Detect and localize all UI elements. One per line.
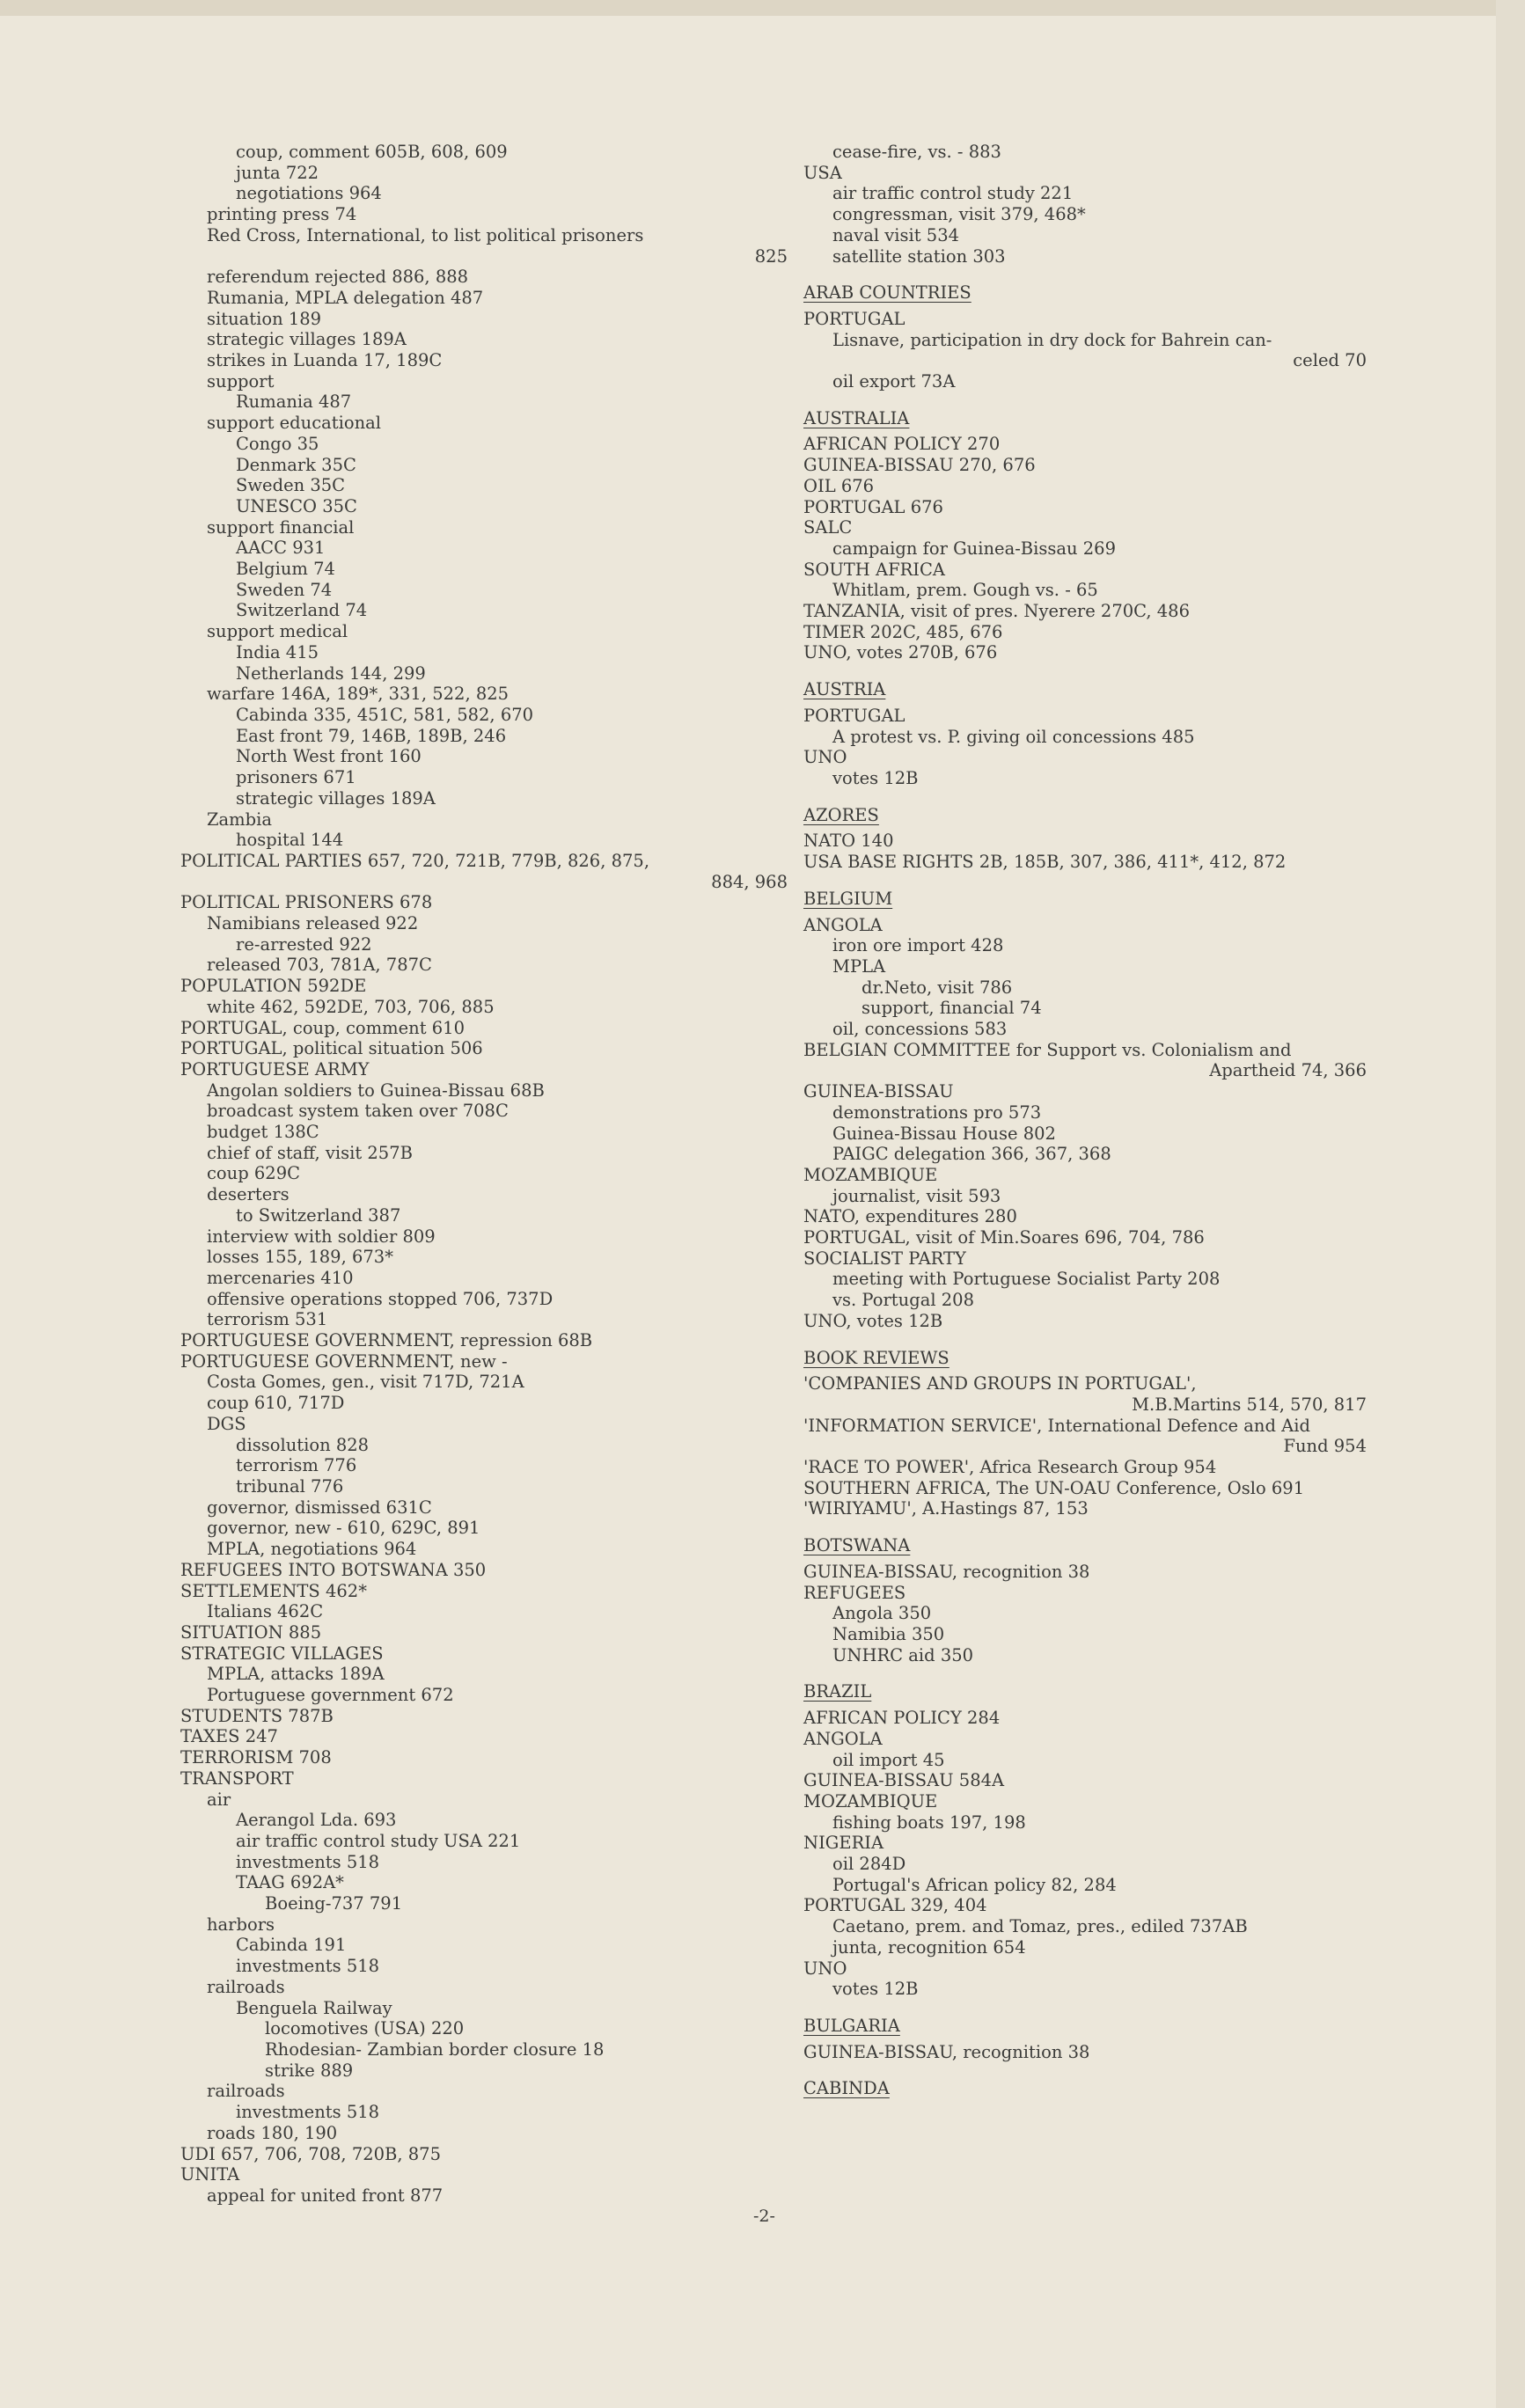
- index-entry: Sweden 35C: [236, 475, 346, 496]
- index-entry: Namibians released 922: [207, 913, 419, 934]
- index-entry: dissolution 828: [236, 1434, 370, 1455]
- index-entry: terrorism 776: [236, 1455, 357, 1476]
- index-entry: STUDENTS 787B: [180, 1705, 334, 1726]
- index-entry: 'INFORMATION SERVICE', International Defence and Aid: [803, 1415, 1310, 1436]
- index-entry: ANGOLA: [803, 914, 883, 935]
- index-entry: DGS: [207, 1413, 246, 1434]
- index-section-heading: ARAB COUNTRIES: [803, 282, 971, 304]
- index-entry: strikes in Luanda 17, 189C: [207, 350, 443, 371]
- index-entry: cease-fire, vs. - 883: [832, 142, 1001, 162]
- index-entry: air traffic control study 221: [832, 183, 1074, 204]
- index-entry: meeting with Portuguese Socialist Party 208: [832, 1269, 1221, 1290]
- index-entry: USA BASE RIGHTS 2B, 185B, 307, 386, 411*, 412, 872: [803, 852, 1287, 873]
- index-entry: railroads: [207, 1976, 285, 1997]
- index-entry: Denmark 35C: [236, 454, 356, 475]
- index-entry: GUINEA-BISSAU, recognition 38: [803, 2041, 1090, 2062]
- index-section-heading: AUSTRALIA: [803, 407, 910, 428]
- index-entry: oil import 45: [832, 1749, 945, 1770]
- index-entry: Caetano, prem. and Tomaz, pres., ediled 737AB: [832, 1916, 1248, 1937]
- index-entry: campaign for Guinea-Bissau 269: [832, 538, 1116, 559]
- index-entry: dr.Neto, visit 786: [861, 977, 1013, 998]
- index-entry: air: [207, 1789, 231, 1810]
- index-entry: losses 155, 189, 673*: [207, 1247, 393, 1268]
- index-entry: PORTUGUESE ARMY: [180, 1058, 370, 1080]
- index-entry: East front 79, 146B, 189B, 246: [236, 725, 507, 746]
- index-entry: NATO 140: [803, 831, 894, 852]
- index-entry: released 703, 781A, 787C: [207, 955, 432, 976]
- index-entry: governor, dismissed 631C: [207, 1497, 432, 1518]
- index-entry: UNO: [803, 747, 847, 768]
- index-entry: 'RACE TO POWER', Africa Research Group 954: [803, 1457, 1217, 1478]
- index-entry: Sweden 74: [236, 579, 333, 600]
- index-section-heading: BOOK REVIEWS: [803, 1347, 949, 1368]
- index-entry: Whitlam, prem. Gough vs. - 65: [832, 580, 1098, 601]
- index-entry: Guinea-Bissau House 802: [832, 1123, 1056, 1144]
- index-entry: PORTUGAL, visit of Min.Soares 696, 704, 786: [803, 1227, 1205, 1248]
- index-section-heading: BRAZIL: [803, 1681, 872, 1702]
- index-entry: Rumania 487: [236, 392, 352, 413]
- page-edge: [1496, 0, 1525, 2408]
- index-entry: roads 180, 190: [207, 2122, 338, 2143]
- index-entry: Portugal's African policy 82, 284: [832, 1874, 1117, 1895]
- index-entry: situation 189: [207, 308, 322, 329]
- index-entry: to Switzerland 387: [236, 1204, 401, 1226]
- index-entry: Aerangol Lda. 693: [236, 1810, 397, 1831]
- index-entry: journalist, visit 593: [832, 1185, 1001, 1206]
- index-entry: 884, 968: [711, 871, 788, 892]
- index-entry: TANZANIA, visit of pres. Nyerere 270C, 486: [803, 601, 1190, 622]
- index-entry: terrorism 531: [207, 1309, 328, 1330]
- index-entry: GUINEA-BISSAU, recognition 38: [803, 1561, 1090, 1582]
- index-entry: Lisnave, participation in dry dock for Bahrein can-: [832, 329, 1272, 350]
- index-entry: Switzerland 74: [236, 600, 368, 621]
- index-entry: warfare 146A, 189*, 331, 522, 825: [207, 684, 510, 705]
- index-entry: Belgium 74: [236, 559, 335, 580]
- index-entry: SALC: [803, 517, 853, 538]
- index-entry: 'WIRIYAMU', A.Hastings 87, 153: [803, 1498, 1089, 1519]
- index-entry: coup 610, 717D: [207, 1393, 345, 1414]
- index-section-heading: BOTSWANA: [803, 1535, 911, 1556]
- index-entry: support: [207, 370, 275, 392]
- index-entry: demonstrations pro 573: [832, 1102, 1042, 1123]
- index-entry: TERRORISM 708: [180, 1747, 332, 1768]
- index-entry: NIGERIA: [803, 1833, 884, 1854]
- index-entry: UDI 657, 706, 708, 720B, 875: [180, 2143, 441, 2164]
- index-entry: strike 889: [265, 2060, 354, 2081]
- index-entry: votes 12B: [832, 1979, 919, 2000]
- index-entry: PORTUGAL 329, 404: [803, 1895, 987, 1916]
- index-entry: offensive operations stopped 706, 737D: [207, 1288, 554, 1309]
- index-entry: STRATEGIC VILLAGES: [180, 1643, 384, 1664]
- index-entry: PAIGC delegation 366, 367, 368: [832, 1144, 1111, 1165]
- index-entry: Costa Gomes, gen., visit 717D, 721A: [207, 1372, 524, 1393]
- index-entry: Boeing-737 791: [265, 1893, 403, 1914]
- index-entry: Namibia 350: [832, 1624, 945, 1644]
- left-index-column: [180, 142, 788, 2207]
- index-entry: Portuguese government 672: [207, 1685, 454, 1706]
- index-entry: interview with soldier 809: [207, 1226, 436, 1247]
- index-entry: congressman, visit 379, 468*: [832, 204, 1086, 225]
- index-entry: India 415: [236, 641, 319, 662]
- index-entry: railroads: [207, 2081, 285, 2102]
- index-entry: prisoners 671: [236, 767, 356, 788]
- index-entry: re-arrested 922: [236, 933, 372, 955]
- index-entry: chief of staff, visit 257B: [207, 1142, 413, 1163]
- index-entry: TAAG 692A*: [236, 1872, 344, 1893]
- index-entry: Red Cross, International, to list political prisoners: [207, 224, 644, 245]
- index-entry: North West front 160: [236, 746, 422, 767]
- index-entry: MPLA, negotiations 964: [207, 1539, 417, 1560]
- index-entry: naval visit 534: [832, 224, 960, 245]
- index-entry: PORTUGUESE GOVERNMENT, repression 68B: [180, 1330, 593, 1351]
- index-entry: SOUTH AFRICA: [803, 559, 945, 580]
- index-entry: support, financial 74: [861, 998, 1042, 1019]
- index-section-heading: BELGIUM: [803, 888, 893, 909]
- index-entry: POPULATION 592DE: [180, 976, 367, 997]
- index-entry: air traffic control study USA 221: [236, 1830, 521, 1851]
- index-entry: Congo 35: [236, 433, 319, 454]
- index-entry: UNO, votes 12B: [803, 1310, 943, 1331]
- index-entry: coup 629C: [207, 1163, 301, 1184]
- index-entry: coup, comment 605B, 608, 609: [236, 142, 508, 162]
- index-entry: POLITICAL PRISONERS 678: [180, 892, 433, 913]
- index-entry: MOZAMBIQUE: [803, 1790, 938, 1811]
- index-entry: TRANSPORT: [180, 1768, 294, 1789]
- index-entry: deserters: [207, 1184, 290, 1205]
- index-entry: Benguela Railway: [236, 1997, 392, 2018]
- index-entry: celed 70: [1293, 350, 1367, 371]
- index-entry: white 462, 592DE, 703, 706, 885: [207, 996, 495, 1017]
- index-entry: Netherlands 144, 299: [236, 662, 426, 684]
- index-entry: printing press 74: [207, 204, 357, 225]
- index-entry: broadcast system taken over 708C: [207, 1101, 509, 1122]
- index-entry: SOCIALIST PARTY: [803, 1248, 966, 1269]
- index-entry: Italians 462C: [207, 1601, 324, 1622]
- index-entry: TAXES 247: [180, 1726, 278, 1747]
- index-entry: PORTUGAL, political situation 506: [180, 1038, 483, 1059]
- index-entry: support financial: [207, 516, 355, 538]
- index-entry: locomotives (USA) 220: [265, 2018, 465, 2039]
- index-entry: GUINEA-BISSAU 584A: [803, 1770, 1005, 1791]
- index-entry: UNO, votes 270B, 676: [803, 642, 998, 663]
- index-entry: support educational: [207, 413, 381, 434]
- page-number: -2-: [753, 2207, 775, 2226]
- index-entry: investments 518: [236, 1956, 380, 1977]
- index-entry: junta, recognition 654: [832, 1936, 1026, 1958]
- index-entry: 825: [754, 245, 788, 267]
- index-entry: governor, new - 610, 629C, 891: [207, 1518, 480, 1539]
- index-entry: MPLA: [832, 955, 886, 977]
- index-entry: PORTUGAL, coup, comment 610: [180, 1017, 465, 1038]
- index-entry: satellite station 303: [832, 245, 1006, 267]
- index-entry: GUINEA-BISSAU 270, 676: [803, 455, 1036, 476]
- index-entry: MOZAMBIQUE: [803, 1164, 938, 1185]
- index-entry: Fund 954: [1283, 1436, 1367, 1457]
- index-entry: votes 12B: [832, 767, 919, 788]
- index-entry: oil export 73A: [832, 371, 956, 392]
- index-entry: POLITICAL PARTIES 657, 720, 721B, 779B, 826, 875,: [180, 850, 650, 871]
- index-section-heading: AUSTRIA: [803, 679, 886, 700]
- index-entry: mercenaries 410: [207, 1267, 354, 1288]
- index-entry: PORTUGUESE GOVERNMENT, new -: [180, 1350, 508, 1372]
- index-section-heading: AZORES: [803, 804, 879, 825]
- index-entry: iron ore import 428: [832, 935, 1004, 956]
- index-section-heading: BULGARIA: [803, 2015, 900, 2036]
- index-entry: USA: [803, 162, 842, 183]
- index-entry: support medical: [207, 621, 348, 642]
- index-entry: ANGOLA: [803, 1728, 883, 1749]
- index-entry: UNESCO 35C: [236, 495, 357, 516]
- index-entry: BELGIAN COMMITTEE for Support vs. Colonialism and: [803, 1039, 1292, 1060]
- index-entry: Rumania, MPLA delegation 487: [207, 287, 484, 308]
- index-entry: budget 138C: [207, 1122, 319, 1143]
- index-entry: AFRICAN POLICY 270: [803, 434, 1001, 455]
- index-entry: oil 284D: [832, 1854, 906, 1875]
- index-entry: Rhodesian- Zambian border closure 18: [265, 2038, 605, 2060]
- index-entry: Cabinda 335, 451C, 581, 582, 670: [236, 704, 534, 725]
- index-entry: AACC 931: [236, 538, 326, 559]
- index-entry: M.B.Martins 514, 570, 817: [1132, 1394, 1367, 1415]
- index-entry: appeal for united front 877: [207, 2185, 444, 2206]
- index-entry: harbors: [207, 1914, 275, 1935]
- index-entry: Cabinda 191: [236, 1935, 347, 1956]
- index-entry: UNO: [803, 1958, 847, 1979]
- index-entry: strategic villages 189A: [207, 329, 407, 350]
- index-entry: GUINEA-BISSAU: [803, 1081, 954, 1102]
- index-entry: SOUTHERN AFRICA, The UN-OAU Conference, Oslo 691: [803, 1477, 1305, 1498]
- index-entry: UNHRC aid 350: [832, 1644, 974, 1665]
- index-entry: negotiations 964: [236, 183, 382, 204]
- index-entry: Angola 350: [832, 1603, 932, 1624]
- index-entry: Apartheid 74, 366: [1209, 1060, 1367, 1081]
- index-entry: REFUGEES: [803, 1582, 906, 1603]
- index-entry: fishing boats 197, 198: [832, 1811, 1026, 1833]
- index-entry: investments 518: [236, 1851, 380, 1872]
- index-entry: UNITA: [180, 2164, 240, 2185]
- index-entry: vs. Portugal 208: [832, 1290, 974, 1311]
- index-entry: strategic villages 189A: [236, 787, 436, 809]
- index-entry: junta 722: [236, 162, 319, 183]
- index-entry: PORTUGAL: [803, 308, 905, 329]
- index-section-heading: CABINDA: [803, 2078, 890, 2099]
- index-entry: Zambia: [207, 809, 273, 830]
- index-entry: SETTLEMENTS 462*: [180, 1580, 367, 1601]
- index-entry: NATO, expenditures 280: [803, 1206, 1017, 1227]
- index-entry: tribunal 776: [236, 1476, 344, 1497]
- index-entry: MPLA, attacks 189A: [207, 1664, 385, 1685]
- index-entry: 'COMPANIES AND GROUPS IN PORTUGAL',: [803, 1373, 1197, 1394]
- index-entry: hospital 144: [236, 830, 344, 851]
- index-entry: Angolan soldiers to Guinea-Bissau 68B: [207, 1080, 545, 1101]
- right-index-column: [803, 142, 1367, 2104]
- index-entry: OIL 676: [803, 475, 875, 496]
- index-entry: referendum rejected 886, 888: [207, 267, 469, 288]
- index-entry: PORTUGAL: [803, 705, 905, 726]
- index-entry: REFUGEES INTO BOTSWANA 350: [180, 1559, 487, 1580]
- index-entry: PORTUGAL 676: [803, 496, 943, 517]
- index-entry: TIMER 202C, 485, 676: [803, 621, 1003, 642]
- index-entry: oil, concessions 583: [832, 1019, 1008, 1040]
- index-entry: SITUATION 885: [180, 1621, 322, 1643]
- index-entry: AFRICAN POLICY 284: [803, 1708, 1001, 1729]
- index-entry: investments 518: [236, 2102, 380, 2123]
- index-entry: A protest vs. P. giving oil concessions 485: [832, 726, 1195, 747]
